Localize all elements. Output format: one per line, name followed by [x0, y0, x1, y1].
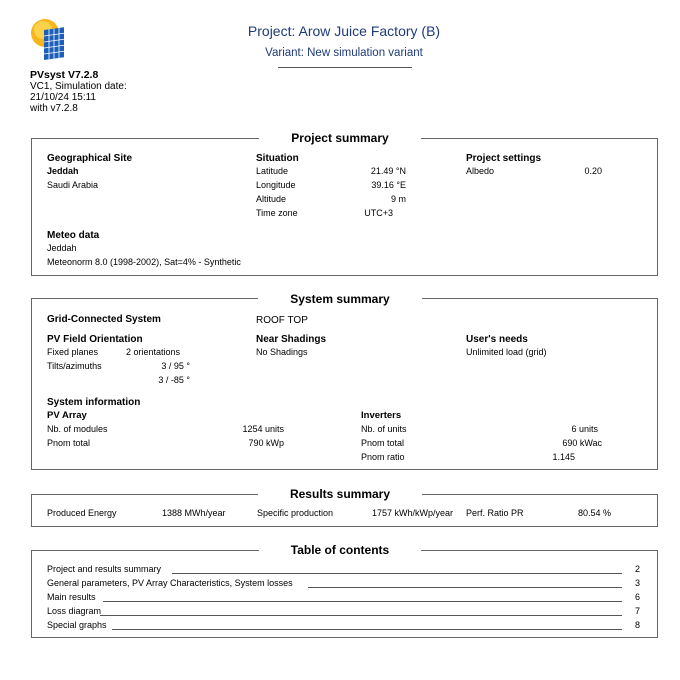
toc-leader: [103, 601, 622, 602]
produced-energy-label: Produced Energy: [47, 508, 117, 518]
specific-production-value: 1757 kWh/kWp/year: [372, 508, 454, 518]
pnom-ratio-label: Pnom ratio: [361, 452, 405, 462]
meteo-heading: Meteo data: [47, 230, 100, 241]
toc-item-page: 8: [634, 620, 640, 630]
roof-type: ROOF TOP: [256, 315, 308, 326]
simulation-info-3: with v7.2.8: [30, 103, 78, 114]
timezone-value: UTC+3: [364, 208, 393, 218]
geo-city: Jeddah: [47, 166, 79, 176]
geo-site-heading: Geographical Site: [47, 153, 133, 164]
albedo-label: Albedo: [466, 166, 495, 176]
toc-item-label: Special graphs: [47, 620, 107, 630]
project-summary-heading: Project summary: [0, 131, 680, 145]
near-shadings-value: No Shadings: [256, 347, 308, 357]
toc-item-page: 7: [634, 606, 640, 616]
software-version: PVsyst V7.2.8: [30, 69, 99, 81]
latitude-label: Latitude: [256, 166, 289, 176]
project-title: Project: Arow Juice Factory (B): [247, 23, 441, 39]
orientation-heading: PV Field Orientation: [47, 334, 143, 345]
modules-value: 1254 units: [242, 424, 284, 434]
timezone-label: Time zone: [256, 208, 298, 218]
toc-item-label: Project and results summary: [47, 564, 162, 574]
meteo-source: Meteonorm 8.0 (1998-2002), Sat=4% - Synthetic: [47, 257, 241, 267]
altitude-label: Altitude: [256, 194, 287, 204]
fixed-planes-label: Fixed planes: [47, 347, 99, 357]
pv-array-heading: PV Array: [47, 410, 87, 421]
situation-heading: Situation: [256, 153, 299, 164]
perf-ratio-value: 80.54 %: [578, 508, 612, 518]
results-summary-heading: Results summary: [0, 487, 680, 501]
tilt-azimuth-1: 3 / 95 °: [161, 361, 190, 371]
inverter-units-value: 6 units: [571, 424, 598, 434]
software-info: [30, 70, 127, 114]
near-shadings-heading: Near Shadings: [256, 334, 327, 345]
toc-item-label: Loss diagram: [47, 606, 102, 616]
users-needs-value: Unlimited load (grid): [466, 347, 547, 357]
geo-country: Saudi Arabia: [47, 180, 99, 190]
simulation-date: 21/10/24 15:11: [30, 92, 96, 103]
toc-item-label: General parameters, PV Array Characteristics, System losses: [47, 578, 293, 588]
fixed-planes-value: 2 orientations: [126, 347, 181, 357]
toc-item-label: Main results: [47, 592, 96, 602]
array-pnom-label: Pnom total: [47, 438, 91, 448]
altitude-value: 9 m: [390, 194, 406, 204]
variant-title: Variant: New simulation variant: [265, 47, 423, 59]
simulation-info-1: VC1, Simulation date:: [30, 81, 127, 92]
longitude-label: Longitude: [256, 180, 296, 190]
array-pnom-value: 790 kWp: [248, 438, 284, 448]
specific-production-label: Specific production: [257, 508, 334, 518]
toc-leader: [112, 629, 622, 630]
toc-item-page: 3: [634, 578, 640, 588]
tilt-azimuth-2: 3 / -85 °: [158, 375, 190, 385]
toc-item-page: 6: [634, 592, 640, 602]
albedo-value: 0.20: [584, 166, 602, 176]
toc-leader: [308, 587, 622, 588]
title-divider: [278, 67, 412, 68]
system-type: Grid-Connected System: [47, 314, 161, 325]
project-settings-heading: Project settings: [466, 153, 542, 164]
longitude-value: 39.16 °E: [371, 180, 406, 190]
toc-item-page: 2: [634, 564, 640, 574]
inverter-units-label: Nb. of units: [361, 424, 407, 434]
system-info-heading: System information: [47, 397, 141, 408]
users-needs-heading: User's needs: [466, 334, 528, 345]
toc-heading: Table of contents: [0, 543, 680, 557]
produced-energy-value: 1388 MWh/year: [162, 508, 226, 518]
toc-leader: [172, 573, 622, 574]
tilts-label: Tilts/azimuths: [47, 361, 102, 371]
inverters-heading: Inverters: [361, 410, 402, 421]
pnom-ratio-value: 1.145: [552, 452, 575, 462]
system-summary-heading: System summary: [0, 292, 680, 306]
inverter-pnom-value: 690 kWac: [562, 438, 602, 448]
modules-label: Nb. of modules: [47, 424, 108, 434]
latitude-value: 21.49 °N: [370, 166, 406, 176]
perf-ratio-label: Perf. Ratio PR: [466, 508, 524, 518]
toc-leader: [100, 615, 622, 616]
inverter-pnom-label: Pnom total: [361, 438, 405, 448]
meteo-city: Jeddah: [47, 243, 77, 253]
